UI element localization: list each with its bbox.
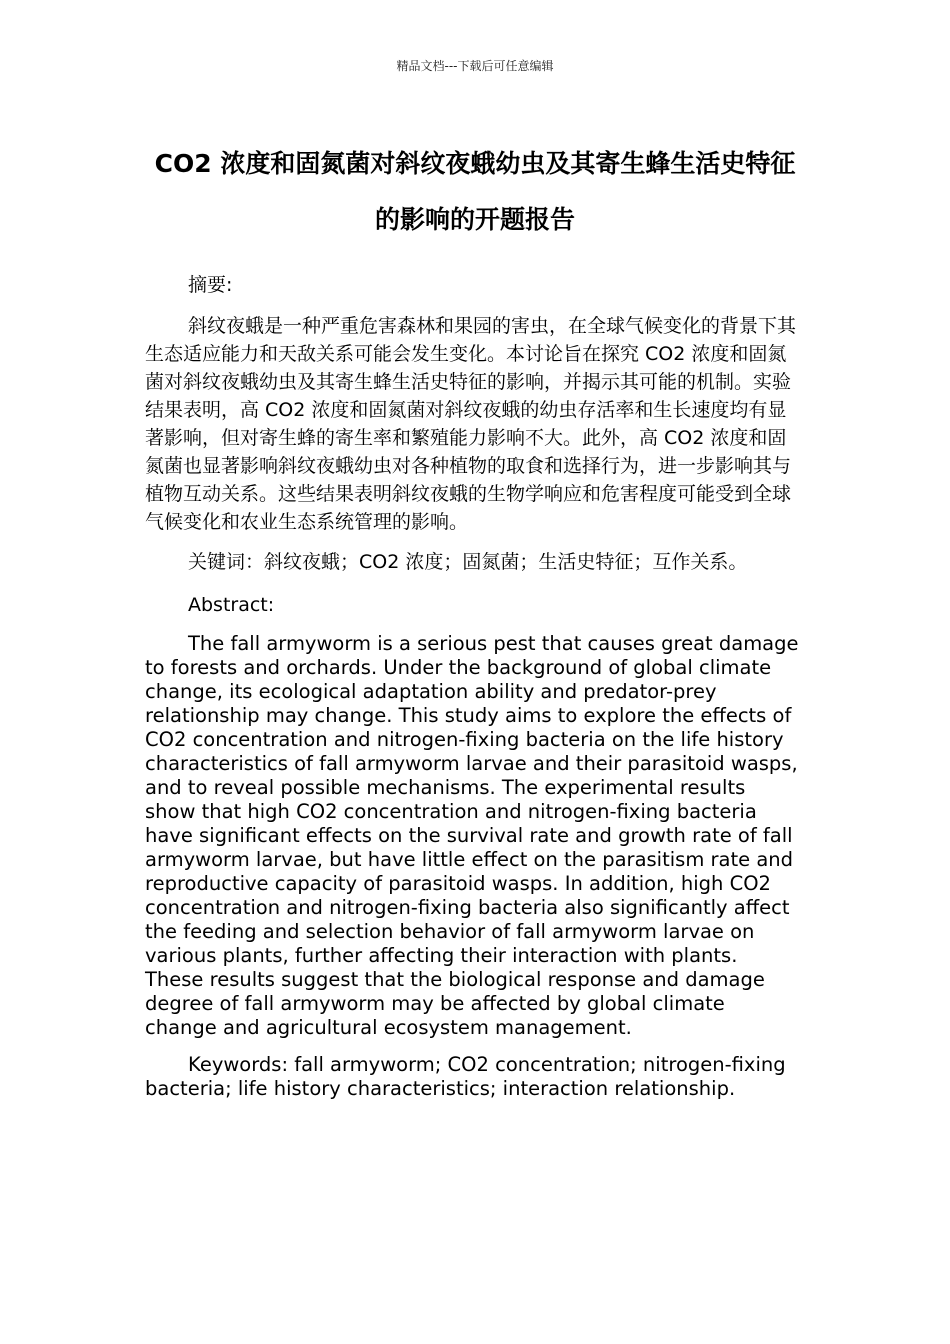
abstract-en-label: Abstract: (188, 594, 275, 616)
abstract-zh-label: 摘要: (188, 274, 233, 296)
document-title: CO2 浓度和固氮菌对斜纹夜蛾幼虫及其寄生蜂生活史特征的影响的开题报告 (154, 149, 796, 234)
keywords-en: Keywords: fall armyworm; CO2 concentration; nitrogen-fixing bacteria; life history characteristics; interaction relationship. (145, 1053, 786, 1100)
document-body (145, 271, 800, 1114)
page-header-note: 精品文档---下载后可任意编辑 (396, 59, 554, 73)
abstract-zh-paragraph: 斜纹夜蛾是一种严重危害森林和果园的害虫，在全球气候变化的背景下其生态适应能力和天敌关系可能会发生变化。本讨论旨在探究 CO2 浓度和固氮菌对斜纹夜蛾幼虫及其寄生蜂生活史特征的影响，并揭示其可能的机制。实验结果表明，高 CO2 浓度和固氮菌对斜纹夜蛾的幼虫存活率和生长速度均有显著影响，但对寄生蜂的寄生率和繁殖能力影响不大。此外，高 CO2 浓度和固氮菌也显著影响斜纹夜蛾幼虫对各种植物的取食和选择行为，进一步影响其与植物互动关系。这些结果表明斜纹夜蛾的生物学响应和危害程度可能受到全球气候变化和农业生态系统管理的影响。 (145, 315, 797, 533)
abstract-en-paragraph: The fall armyworm is a serious pest that causes great damage to forests and orchards. Under the background of global climate change, its ecological adaptation ability and predator-prey relationship may change. This study aims to explore the effects of CO2 concentration and nitrogen-fixing bacteria on the life history characteristics of fall armyworm larvae and their parasitoid wasps, and to reveal possible mechanisms. The experimental results show that high CO2 concentration and nitrogen-fixing bacteria have significant effects on the survival rate and growth rate of fall armyworm larvae, but have little effect on the parasitism rate and reproductive capacity of parasitoid wasps. In addition, high CO2 concentration and nitrogen-fixing bacteria also significantly affect the feeding and selection behavior of fall armyworm larvae on various plants, further affecting their interaction with plants. These results suggest that the biological response and damage degree of fall armyworm may be affected by global climate change and agricultural ecosystem management. (145, 632, 799, 1039)
keywords-zh: 关键词：斜纹夜蛾；CO2 浓度；固氮菌；生活史特征；互作关系。 (188, 551, 748, 573)
